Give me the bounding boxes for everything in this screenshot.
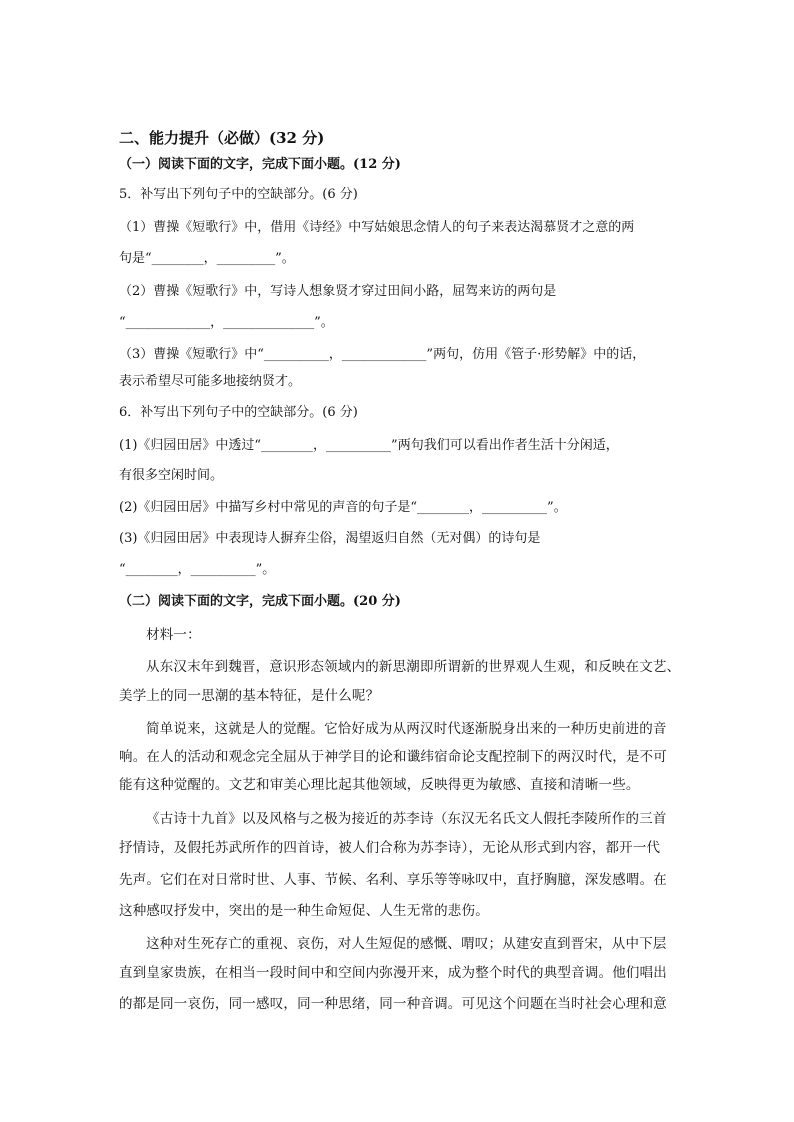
q6-item3-line1: (3)《归园田居》中表现诗人摒弃尘俗，渴望返归自然（无对偶）的诗句是 — [119, 531, 541, 546]
paragraph-4-line-3: 的都是同一哀伤，同一感叹，同一种思绪，同一种音调。可见这个问题在当时社会心理和意 — [119, 996, 667, 1012]
paragraph-2-line-2: 响。在人的活动和观念完全屈从于神学目的论和谶纬宿命论支配控制下的两汉时代，是不可 — [119, 749, 667, 765]
q6-item2: (2)《归园田居》中描写乡村中常见的声音的句子是“________，__________”。 — [119, 500, 567, 515]
q5-item2-line1: （2）曹操《短歌行》中，写诗人想象贤才穿过田间小路，屈驾来访的两句是 — [119, 284, 557, 299]
paragraph-3-line-3: 先声。它们在对日常时世、人事、节候、名利、享乐等等咏叹中，直抒胸臆，深发感喟。在 — [119, 872, 667, 888]
q5-item3-line1: （3）曹操《短歌行》中“__________，_____________”两句，仿用《管子·形势解》中的话， — [119, 347, 646, 362]
q6-item1-line2: 有很多空闲时间。 — [119, 468, 224, 483]
paragraph-4-line-1: 这种对生死存亡的重视、哀伤，对人生短促的感慨、喟叹；从建安直到晋宋，从中下层 — [146, 936, 667, 952]
paragraph-2-line-3: 能有这种觉醒的。文艺和审美心理比起其他领域，反映得更为敏感、直接和清晰一些。 — [119, 777, 640, 793]
q5-item1-line2: 句是“________，_________”。 — [119, 251, 295, 266]
paragraph-3-line-2: 抒情诗，及假托苏武所作的四首诗，被人们合称为苏李诗），无论从形式到内容，都开一代 — [119, 840, 661, 856]
q5-title: 5．补写出下列句子中的空缺部分。(6 分) — [119, 187, 358, 202]
paragraph-3-line-1: 《古诗十九首》以及风格与之极为接近的苏李诗（东汉无名氏文人假托李陵所作的三首 — [146, 811, 667, 827]
paragraph-2-line-1: 简单说来，这就是人的觉醒。它恰好成为从两汉时代逐渐脱身出来的一种历史前进的音 — [146, 721, 667, 737]
q5-item1-line1: （1）曹操《短歌行》中，借用《诗经》中写姑娘思念情人的句子来表达渴慕贤才之意的两 — [119, 220, 635, 235]
q5-item3-line2: 表示希望尽可能多地接纳贤才。 — [119, 374, 302, 389]
q6-item1-line1: (1)《归园田居》中透过“________，__________”两句我们可以看出作者生活十分闲适， — [119, 438, 619, 453]
q5-item2-line2: “_____________，______________”。 — [119, 315, 334, 330]
q6-item3-line2: “________，__________”。 — [119, 562, 276, 577]
paragraph-1-line-2: 美学上的同一思潮的基本特征，是什么呢？ — [119, 688, 380, 704]
part1-heading: （一）阅读下面的文字，完成下面小题。(12 分) — [119, 157, 401, 172]
material-label: 材料一： — [146, 627, 201, 643]
paragraph-1-line-1: 从东汉末年到魏晋，意识形态领域内的新思潮即所谓新的世界观人生观，和反映在文艺、 — [146, 659, 681, 675]
paragraph-3-line-4: 这种感叹抒发中，突出的是一种生命短促、人生无常的悲伤。 — [119, 903, 489, 919]
part2-heading: （二）阅读下面的文字，完成下面小题。(20 分) — [119, 594, 401, 609]
q6-title: 6．补写出下列句子中的空缺部分。(6 分) — [119, 405, 358, 420]
paragraph-4-line-2: 直到皇家贵族，在相当一段时间中和空间内弥漫开来，成为整个时代的典型音调。他们唱出 — [119, 965, 667, 981]
section-title: 二、能力提升（必做）(32 分) — [119, 129, 325, 147]
